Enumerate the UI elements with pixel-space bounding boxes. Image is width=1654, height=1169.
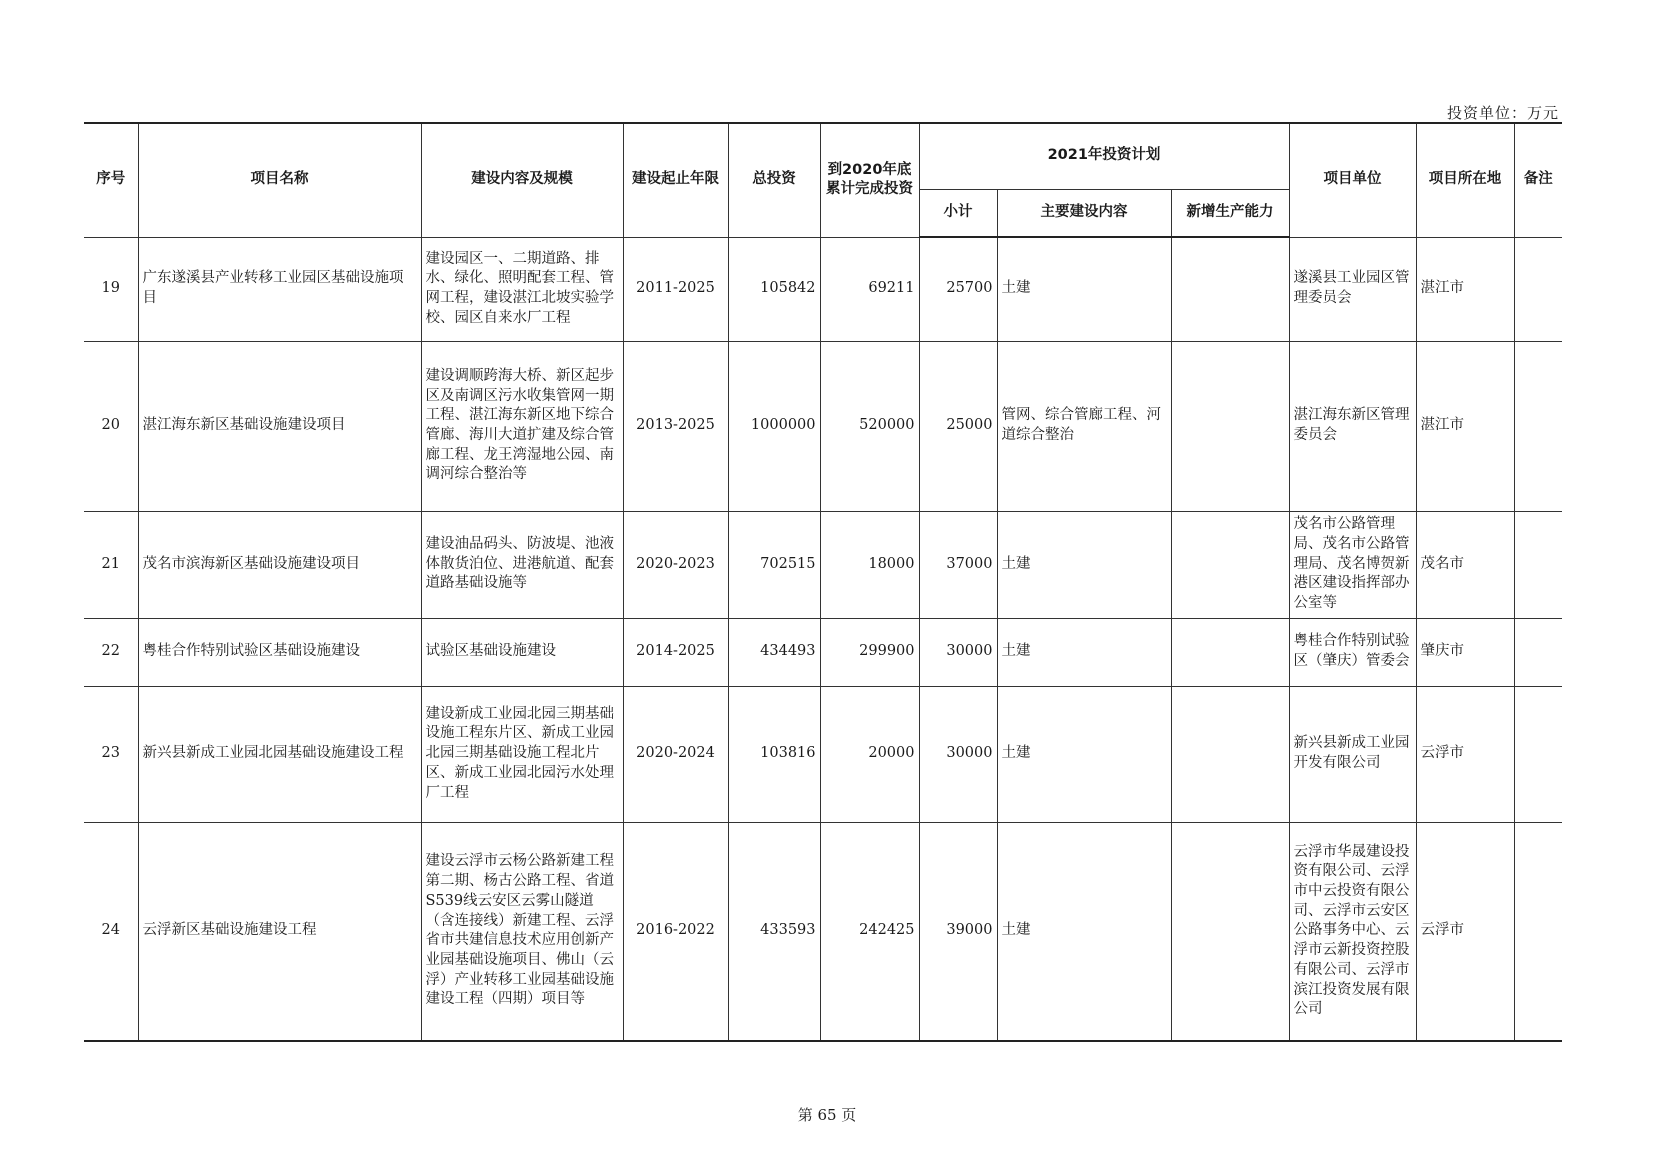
table-row [84, 822, 1562, 1041]
header-cumulative-investment: 到2020年底累计完成投资 [820, 123, 919, 237]
cell-remark [1514, 822, 1562, 1041]
table-body [84, 237, 1562, 1041]
cell-total: 105842 [728, 237, 820, 341]
cell-project-name: 茂名市滨海新区基础设施建设项目 [138, 511, 421, 618]
header-2021-plan: 2021年投资计划 [919, 123, 1289, 189]
cell-project-name: 湛江海东新区基础设施建设项目 [138, 341, 421, 511]
cell-period: 2013-2025 [623, 341, 728, 511]
cell-seq: 20 [84, 341, 138, 511]
table-header [84, 123, 1562, 237]
cell-main-content: 土建 [997, 618, 1171, 686]
header-content-scale: 建设内容及规模 [421, 123, 623, 237]
cell-project-unit: 茂名市公路管理局、茂名市公路管理局、茂名博贺新港区建设指挥部办公室等 [1289, 511, 1416, 618]
table-row [84, 686, 1562, 822]
cell-content: 建设园区一、二期道路、排水、绿化、照明配套工程、管网工程，建设湛江北坡实验学校、园区自来水厂工程 [421, 237, 623, 341]
cell-cumulative: 299900 [820, 618, 919, 686]
cell-content: 试验区基础设施建设 [421, 618, 623, 686]
cell-content: 建设新成工业园北园三期基础设施工程东片区、新成工业园北园三期基础设施工程北片区、新成工业园北园污水处理厂工程 [421, 686, 623, 822]
cell-total: 1000000 [728, 341, 820, 511]
cell-main-content: 土建 [997, 822, 1171, 1041]
cell-content: 建设油品码头、防波堤、池液体散货泊位、进港航道、配套道路基础设施等 [421, 511, 623, 618]
header-remark: 备注 [1514, 123, 1562, 237]
cell-location: 肇庆市 [1416, 618, 1514, 686]
cell-new-capacity [1171, 237, 1289, 341]
cell-new-capacity [1171, 341, 1289, 511]
cell-content: 建设调顺跨海大桥、新区起步区及南调区污水收集管网一期工程、湛江海东新区地下综合管廊、海川大道扩建及综合管廊工程、龙王湾湿地公园、南调河综合整治等 [421, 341, 623, 511]
header-new-capacity: 新增生产能力 [1171, 189, 1289, 237]
table-row [84, 341, 1562, 511]
cell-subtotal: 25000 [919, 341, 997, 511]
cell-project-unit: 遂溪县工业园区管理委员会 [1289, 237, 1416, 341]
cell-period: 2020-2024 [623, 686, 728, 822]
cell-location: 茂名市 [1416, 511, 1514, 618]
cell-remark [1514, 341, 1562, 511]
cell-new-capacity [1171, 511, 1289, 618]
cell-seq: 23 [84, 686, 138, 822]
header-location: 项目所在地 [1416, 123, 1514, 237]
header-subtotal: 小计 [919, 189, 997, 237]
cell-subtotal: 25700 [919, 237, 997, 341]
cell-cumulative: 20000 [820, 686, 919, 822]
cell-cumulative: 69211 [820, 237, 919, 341]
cell-location: 湛江市 [1416, 237, 1514, 341]
cell-seq: 22 [84, 618, 138, 686]
cell-content: 建设云浮市云杨公路新建工程第二期、杨古公路工程、省道S539线云安区云雾山隧道（含连接线）新建工程、云浮省市共建信息技术应用创新产业园基础设施项目、佛山（云浮）产业转移工业园基础设施建设工程（四期）项目等 [421, 822, 623, 1041]
cell-location: 云浮市 [1416, 822, 1514, 1041]
cell-subtotal: 37000 [919, 511, 997, 618]
cell-remark [1514, 618, 1562, 686]
header-project-name: 项目名称 [138, 123, 421, 237]
cell-period: 2020-2023 [623, 511, 728, 618]
cell-seq: 19 [84, 237, 138, 341]
cell-project-name: 新兴县新成工业园北园基础设施建设工程 [138, 686, 421, 822]
cell-total: 434493 [728, 618, 820, 686]
cell-subtotal: 39000 [919, 822, 997, 1041]
cell-project-name: 粤桂合作特别试验区基础设施建设 [138, 618, 421, 686]
cell-project-unit: 湛江海东新区管理委员会 [1289, 341, 1416, 511]
cell-location: 云浮市 [1416, 686, 1514, 822]
cell-period: 2014-2025 [623, 618, 728, 686]
cell-total: 103816 [728, 686, 820, 822]
header-main-content: 主要建设内容 [997, 189, 1171, 237]
cell-period: 2011-2025 [623, 237, 728, 341]
page-number: 第 65 页 [797, 1106, 857, 1124]
cell-remark [1514, 686, 1562, 822]
cell-main-content: 管网、综合管廊工程、河道综合整治 [997, 341, 1171, 511]
cell-main-content: 土建 [997, 511, 1171, 618]
cell-location: 湛江市 [1416, 341, 1514, 511]
cell-total: 433593 [728, 822, 820, 1041]
cell-remark [1514, 511, 1562, 618]
cell-project-unit: 云浮市华晟建设投资有限公司、云浮市中云投资有限公司、云浮市云安区公路事务中心、云浮市云新投资控股有限公司、云浮市滨江投资发展有限公司 [1289, 822, 1416, 1041]
header-period: 建设起止年限 [623, 123, 728, 237]
header-seq: 序号 [84, 123, 138, 237]
header-total-investment: 总投资 [728, 123, 820, 237]
table-row [84, 237, 1562, 341]
cell-project-unit: 新兴县新成工业园开发有限公司 [1289, 686, 1416, 822]
cell-cumulative: 520000 [820, 341, 919, 511]
table-row [84, 511, 1562, 618]
cell-total: 702515 [728, 511, 820, 618]
cell-remark [1514, 237, 1562, 341]
cell-main-content: 土建 [997, 237, 1171, 341]
cell-period: 2016-2022 [623, 822, 728, 1041]
cell-subtotal: 30000 [919, 686, 997, 822]
cell-cumulative: 18000 [820, 511, 919, 618]
investment-plan-table [84, 122, 1562, 1042]
cell-new-capacity [1171, 822, 1289, 1041]
cell-seq: 24 [84, 822, 138, 1041]
header-project-unit: 项目单位 [1289, 123, 1416, 237]
cell-cumulative: 242425 [820, 822, 919, 1041]
cell-seq: 21 [84, 511, 138, 618]
cell-new-capacity [1171, 618, 1289, 686]
investment-unit-note: 投资单位：万元 [1446, 104, 1559, 122]
table-row [84, 618, 1562, 686]
cell-project-unit: 粤桂合作特别试验区（肇庆）管委会 [1289, 618, 1416, 686]
cell-main-content: 土建 [997, 686, 1171, 822]
cell-project-name: 广东遂溪县产业转移工业园区基础设施项目 [138, 237, 421, 341]
cell-project-name: 云浮新区基础设施建设工程 [138, 822, 421, 1041]
cell-new-capacity [1171, 686, 1289, 822]
cell-subtotal: 30000 [919, 618, 997, 686]
